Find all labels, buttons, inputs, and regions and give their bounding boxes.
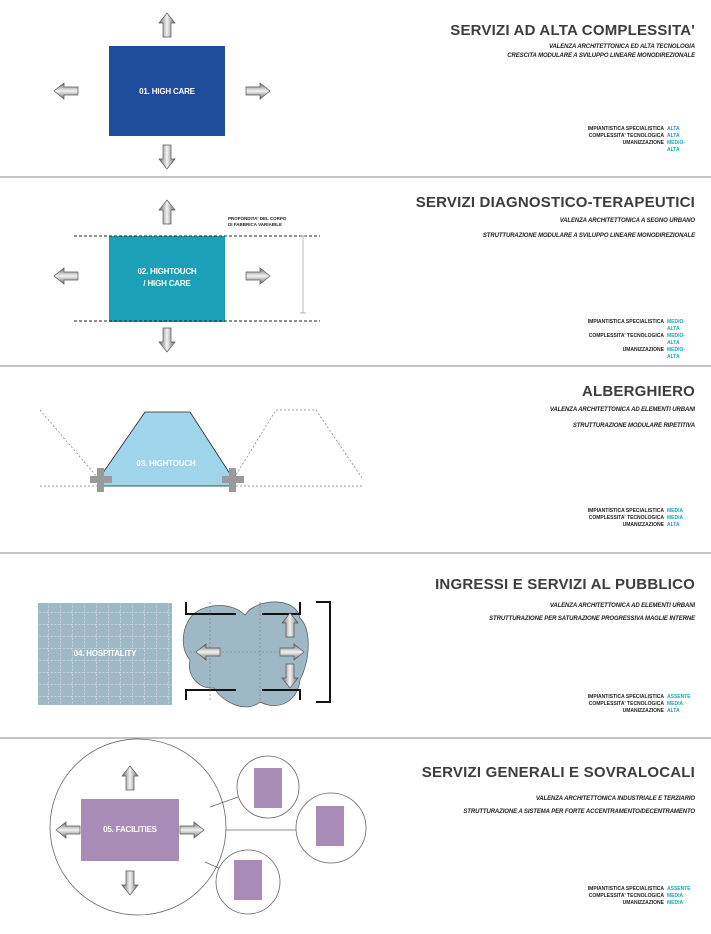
arrow-right-icon [246,268,270,284]
attribute-row: COMPLESSITA' TECNOLOGICA MEDIO-ALTA [588,333,686,346]
section-title-1: SERVIZI AD ALTA COMPLESSITA' [450,22,695,39]
attribute-row: IMPIANTISTICA SPECIALISTICA MEDIA [587,508,684,514]
attribute-row: COMPLESSITA' TECNOLOGICA MEDIA [588,701,684,707]
dashed-outline-left [40,410,98,478]
attribute-row: COMPLESSITA' TECNOLOGICA ALTA [588,133,680,139]
section-subtitle-2a: VALENZA ARCHITETTONICA A SEGNO URBANO [559,218,695,224]
section-subtitle-1b: CRESCITA MODULARE A SVILUPPO LINEARE MONODIREZIONALE [507,53,695,59]
hightouch-shape [98,412,234,486]
box-label-hightouch-highcare: 02. HIGHTOUCH / HIGH CARE [137,267,197,288]
arrow-down-icon [159,145,175,169]
box-label-hospitality: 04. HOSPITALITY [73,649,137,658]
box-label-high-care: 01. HIGH CARE [139,87,195,96]
section-title-4: INGRESSI E SERVIZI AL PUBBLICO [435,576,695,593]
attribute-row: UMANIZZAZIONE MEDIO-ALTA [622,347,686,360]
dashed-outline-right [234,410,362,478]
attribute-row: UMANIZZAZIONE ALTA [622,708,680,714]
satellite-box-1 [254,768,282,808]
hightouch-hotel-diagram [40,410,362,492]
section-subtitle-3b: STRUTTURAZIONE MODULARE RIPETITIVA [572,423,695,429]
box-label-facilities: 05. FACILITIES [103,825,157,834]
section-title-5: SERVIZI GENERALI E SOVRALOCALI [421,764,695,781]
arrow-up-icon [159,200,175,224]
bracket-right [316,602,330,702]
attribute-row: COMPLESSITA' TECNOLOGICA MEDIA [588,515,684,521]
section-subtitle-3a: VALENZA ARCHITETTONICA AD ELEMENTI URBANI [549,407,695,413]
section-subtitle-4a: VALENZA ARCHITETTONICA AD ELEMENTI URBANI [549,603,695,609]
attributes-4 [588,694,697,715]
attributes-5 [588,886,697,907]
arrow-right-icon [246,83,270,99]
attributes-1 [588,126,697,154]
satellite-box-3 [234,860,262,900]
attribute-row: IMPIANTISTICA SPECIALISTICA MEDIO-ALTA [587,319,686,332]
arrow-left-icon [54,268,78,284]
section-title-3: ALBERGHIERO [581,383,695,400]
arrow-down-icon [159,328,175,352]
section-subtitle-1a: VALENZA ARCHITETTONICA ED ALTA TECNOLOGIA [548,44,695,50]
depth-note: PROFONDITA' DEL CORPO DI FABBRICA VARIABILE [228,216,287,227]
attribute-row: UMANIZZAZIONE MEDIO-ALTA [622,140,686,153]
attribute-row: UMANIZZAZIONE ALTA [622,522,680,528]
section-subtitle-5a: VALENZA ARCHITETTONICA INDUSTRIALE E TERZIARIO [535,796,695,802]
arrow-up-icon [159,13,175,37]
attribute-row: COMPLESSITA' TECNOLOGICA MEDIA [588,893,684,899]
attribute-row: IMPIANTISTICA SPECIALISTICA ASSENTE [587,886,691,892]
attribute-row: IMPIANTISTICA SPECIALISTICA ASSENTE [587,694,691,700]
arrow-left-icon [54,83,78,99]
attribute-row: IMPIANTISTICA SPECIALISTICA ALTA [587,126,680,132]
attribute-row: UMANIZZAZIONE MEDIA [622,900,684,906]
section-subtitle-2b: STRUTTURAZIONE MODULARE A SVILUPPO LINEARE MONODIREZIONALE [482,233,695,239]
attributes-3 [588,508,697,529]
satellite-box-2 [316,806,344,846]
section-subtitle-4b: STRUTTURAZIONE PER SATURAZIONE PROGRESSIVA MAGLIE INTERNE [489,616,695,622]
section-subtitle-5b: STRUTTURAZIONE A SISTEMA PER FORTE ACCENTRAMENTO/DECENTRAMENTO [463,809,695,815]
attributes-2 [588,319,697,361]
section-title-2: SERVIZI DIAGNOSTICO-TERAPEUTICI [415,194,695,211]
box-label-hightouch: 03. HIGHTOUCH [136,459,196,468]
